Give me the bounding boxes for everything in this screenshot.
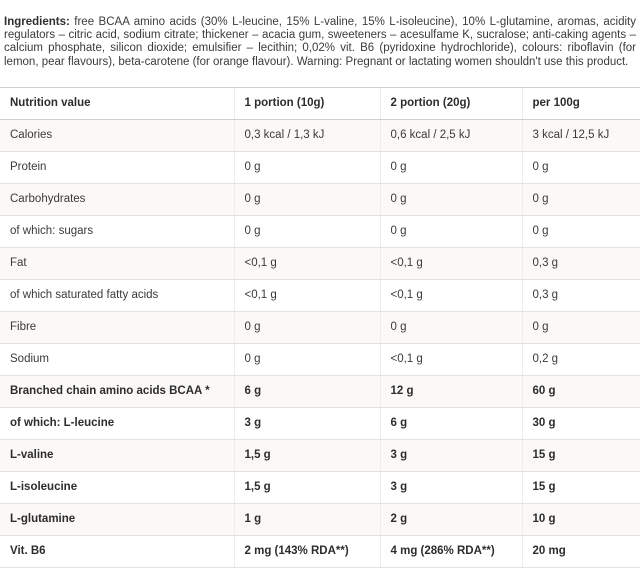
- table-row: [0, 311, 640, 343]
- row-value-portion-2: 3 g: [380, 439, 522, 471]
- table-header-row: [0, 87, 640, 119]
- row-label: L-isoleucine: [0, 471, 234, 503]
- row-label: Protein: [0, 151, 234, 183]
- table-row: [0, 183, 640, 215]
- row-value-portion-2: 2 g: [380, 503, 522, 535]
- row-value-portion-1: 0 g: [234, 183, 380, 215]
- row-value-portion-1: 0 g: [234, 151, 380, 183]
- row-value-portion-1: 1,5 g: [234, 439, 380, 471]
- nutrition-table-head: [0, 87, 640, 119]
- row-value-per-100g: 3 kcal / 12,5 kJ: [522, 119, 640, 151]
- row-value-per-100g: 0,3 g: [522, 279, 640, 311]
- row-value-portion-1: 3 g: [234, 407, 380, 439]
- row-label: Calories: [0, 119, 234, 151]
- row-value-per-100g: 0,3 g: [522, 247, 640, 279]
- row-value-portion-1: <0,1 g: [234, 247, 380, 279]
- row-label: Fat: [0, 247, 234, 279]
- nutrition-label-page: [0, 12, 640, 559]
- row-label: Branched chain amino acids BCAA *: [0, 375, 234, 407]
- ingredients-paragraph: [0, 12, 640, 76]
- row-value-per-100g: 15 g: [522, 439, 640, 471]
- row-value-per-100g: 0 g: [522, 183, 640, 215]
- row-value-per-100g: 60 g: [522, 375, 640, 407]
- row-value-portion-1: 6 g: [234, 375, 380, 407]
- row-value-per-100g: 0 g: [522, 215, 640, 247]
- row-value-portion-2: 0 g: [380, 183, 522, 215]
- row-value-portion-2: 3 g: [380, 471, 522, 503]
- ingredients-text: free BCAA amino acids (30% L-leucine, 15% L-valine, 15% L-isoleucine), 10% L-glutamine, aromas, acidity regulators – citric acid, sodium citrate; thickener – acacia gum, sweeteners – acesulfame K, sucralose; anti-caking agents – calcium phosphate, silicon dioxide; emulsifier – lecithin; 0,02% vit. B6 (pyridoxine hydrochloride), colours: riboflavin (for lemon, pear flavours), beta-carotene (for orange flavour). Warning: Pregnant or lactating women shouldn't use this product.: [4, 15, 636, 68]
- table-row: [0, 503, 640, 535]
- row-value-portion-2: 0 g: [380, 311, 522, 343]
- nutrition-table-body: [0, 119, 640, 567]
- column-header-portion-1: 1 portion (10g): [234, 87, 380, 119]
- column-header-per-100g: per 100g: [522, 87, 640, 119]
- table-row: [0, 215, 640, 247]
- row-label: L-valine: [0, 439, 234, 471]
- row-value-portion-1: 0,3 kcal / 1,3 kJ: [234, 119, 380, 151]
- row-value-per-100g: 10 g: [522, 503, 640, 535]
- row-label: of which saturated fatty acids: [0, 279, 234, 311]
- row-value-portion-2: 0,6 kcal / 2,5 kJ: [380, 119, 522, 151]
- column-header-portion-2: 2 portion (20g): [380, 87, 522, 119]
- row-value-portion-2: 12 g: [380, 375, 522, 407]
- nutrition-table: [0, 87, 640, 568]
- table-row: [0, 439, 640, 471]
- table-row: [0, 535, 640, 567]
- row-value-portion-1: 0 g: [234, 343, 380, 375]
- row-value-portion-2: 0 g: [380, 215, 522, 247]
- row-value-portion-1: 2 mg (143% RDA**): [234, 535, 380, 567]
- row-label: of which: L-leucine: [0, 407, 234, 439]
- row-value-per-100g: 20 mg: [522, 535, 640, 567]
- ingredients-label: Ingredients:: [4, 15, 70, 28]
- table-row: [0, 375, 640, 407]
- row-value-per-100g: 0 g: [522, 311, 640, 343]
- table-row: [0, 151, 640, 183]
- row-value-portion-2: 6 g: [380, 407, 522, 439]
- row-value-portion-1: <0,1 g: [234, 279, 380, 311]
- row-value-portion-2: <0,1 g: [380, 247, 522, 279]
- row-value-per-100g: 15 g: [522, 471, 640, 503]
- table-row: [0, 343, 640, 375]
- row-value-per-100g: 0 g: [522, 151, 640, 183]
- table-row: [0, 279, 640, 311]
- row-value-per-100g: 0,2 g: [522, 343, 640, 375]
- table-row: [0, 407, 640, 439]
- row-value-portion-1: 0 g: [234, 215, 380, 247]
- row-value-portion-2: 0 g: [380, 151, 522, 183]
- table-row: [0, 471, 640, 503]
- table-row: [0, 119, 640, 151]
- table-row: [0, 247, 640, 279]
- row-label: of which: sugars: [0, 215, 234, 247]
- row-value-portion-1: 1 g: [234, 503, 380, 535]
- row-value-portion-2: <0,1 g: [380, 343, 522, 375]
- row-value-portion-1: 1,5 g: [234, 471, 380, 503]
- row-value-per-100g: 30 g: [522, 407, 640, 439]
- row-label: L-glutamine: [0, 503, 234, 535]
- row-label: Fibre: [0, 311, 234, 343]
- row-value-portion-1: 0 g: [234, 311, 380, 343]
- row-label: Carbohydrates: [0, 183, 234, 215]
- row-label: Vit. B6: [0, 535, 234, 567]
- row-value-portion-2: 4 mg (286% RDA**): [380, 535, 522, 567]
- row-value-portion-2: <0,1 g: [380, 279, 522, 311]
- row-label: Sodium: [0, 343, 234, 375]
- column-header-nutrition-value: Nutrition value: [0, 87, 234, 119]
